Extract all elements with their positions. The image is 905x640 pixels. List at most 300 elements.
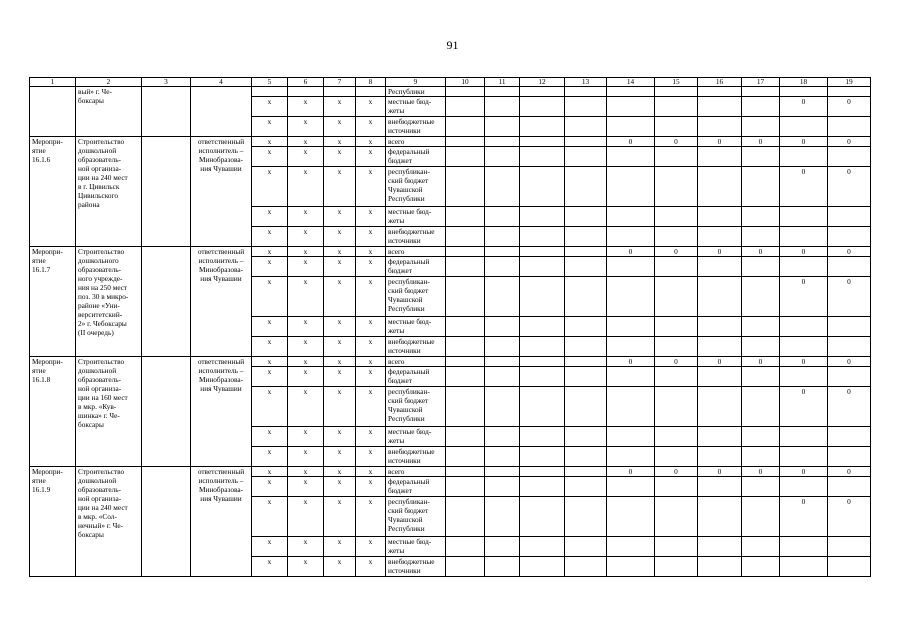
- table-row: [30, 87, 871, 97]
- zero-cell: 0: [742, 137, 780, 147]
- empty-cell: [742, 277, 780, 317]
- measure-code: Меропри- ятие 16.1.8: [30, 357, 76, 467]
- empty-cell: [698, 317, 742, 337]
- column-header: 1: [30, 78, 76, 87]
- table-row: [30, 467, 871, 477]
- zero-cell: 0: [607, 467, 655, 477]
- empty-cell: [742, 447, 780, 467]
- x-cell: x: [324, 447, 356, 467]
- x-cell: x: [324, 257, 356, 277]
- x-cell: x: [252, 557, 288, 577]
- zero-cell: 0: [828, 247, 871, 257]
- measure-name: вый» г. Че- боксары: [76, 87, 142, 137]
- empty-cell: [742, 207, 780, 227]
- empty-cell: [485, 467, 520, 477]
- x-cell: x: [324, 137, 356, 147]
- x-cell: x: [324, 497, 356, 537]
- empty-cell: [698, 257, 742, 277]
- empty-cell: [446, 87, 485, 97]
- empty-cell: [485, 147, 520, 167]
- empty-cell: [520, 317, 565, 337]
- x-cell: x: [288, 167, 324, 207]
- empty-cell: [485, 477, 520, 497]
- empty-cell: [485, 137, 520, 147]
- empty-cell: [742, 557, 780, 577]
- empty-cell: [655, 537, 698, 557]
- source-label: местные бюд- жеты: [386, 537, 446, 557]
- empty-cell: [607, 447, 655, 467]
- source-label: федеральный бюджет: [386, 367, 446, 387]
- x-cell: x: [356, 477, 386, 497]
- empty-cell: [485, 427, 520, 447]
- x-cell: x: [288, 257, 324, 277]
- empty-cell: [142, 87, 191, 137]
- empty-cell: [698, 167, 742, 207]
- x-cell: x: [356, 367, 386, 387]
- x-cell: x: [252, 317, 288, 337]
- empty-cell: [698, 367, 742, 387]
- zero-cell: 0: [780, 467, 828, 477]
- empty-cell: [565, 497, 607, 537]
- x-cell: x: [288, 317, 324, 337]
- x-cell: x: [252, 137, 288, 147]
- x-cell: x: [356, 227, 386, 247]
- empty-cell: [607, 497, 655, 537]
- empty-cell: [607, 367, 655, 387]
- x-cell: x: [324, 557, 356, 577]
- empty-cell: [520, 227, 565, 247]
- empty-cell: [446, 427, 485, 447]
- empty-cell: [780, 537, 828, 557]
- column-header: 3: [142, 78, 191, 87]
- x-cell: x: [324, 467, 356, 477]
- x-cell: x: [356, 167, 386, 207]
- empty-cell: [565, 137, 607, 147]
- x-cell: x: [288, 367, 324, 387]
- table-row: [30, 247, 871, 257]
- empty-cell: [520, 537, 565, 557]
- x-cell: x: [356, 497, 386, 537]
- source-label: республикан- ский бюджет Чувашской Республики: [386, 167, 446, 207]
- x-cell: x: [356, 117, 386, 137]
- x-cell: x: [288, 387, 324, 427]
- x-cell: x: [252, 247, 288, 257]
- empty-cell: [520, 277, 565, 317]
- x-cell: x: [252, 477, 288, 497]
- x-cell: x: [356, 207, 386, 227]
- empty-cell: [446, 557, 485, 577]
- empty-cell: [565, 167, 607, 207]
- source-label: республикан- ский бюджет Чувашской Республики: [386, 277, 446, 317]
- empty-cell: [520, 497, 565, 537]
- x-cell: x: [288, 207, 324, 227]
- empty-cell: [446, 147, 485, 167]
- zero-cell: 0: [780, 137, 828, 147]
- empty-cell: [742, 257, 780, 277]
- source-label: Республики: [386, 87, 446, 97]
- x-cell: x: [288, 537, 324, 557]
- empty-cell: [565, 477, 607, 497]
- empty-cell: [565, 257, 607, 277]
- empty-cell: [655, 207, 698, 227]
- x-cell: x: [324, 477, 356, 497]
- empty-cell: [742, 367, 780, 387]
- x-cell: x: [288, 137, 324, 147]
- zero-cell: 0: [607, 357, 655, 367]
- x-cell: x: [356, 247, 386, 257]
- empty-cell: [698, 207, 742, 227]
- empty-cell: [655, 97, 698, 117]
- x-cell: x: [356, 147, 386, 167]
- empty-cell: [742, 427, 780, 447]
- empty-cell: [565, 117, 607, 137]
- x-cell: x: [252, 97, 288, 117]
- empty-cell: [780, 337, 828, 357]
- measure-code: Меропри- ятие 16.1.9: [30, 467, 76, 577]
- x-cell: x: [324, 207, 356, 227]
- empty-cell: [565, 87, 607, 97]
- zero-cell: 0: [655, 357, 698, 367]
- empty-cell: [698, 277, 742, 317]
- empty-cell: [485, 257, 520, 277]
- x-cell: x: [288, 227, 324, 247]
- empty-cell: [520, 357, 565, 367]
- empty-cell: [446, 257, 485, 277]
- empty-cell: [780, 447, 828, 467]
- empty-cell: [565, 427, 607, 447]
- source-label: внебюджетные источники: [386, 117, 446, 137]
- empty-cell: [698, 227, 742, 247]
- x-cell: x: [288, 447, 324, 467]
- x-cell: x: [324, 367, 356, 387]
- empty-cell: [485, 277, 520, 317]
- empty-cell: [565, 467, 607, 477]
- empty-cell: [828, 257, 871, 277]
- source-label: федеральный бюджет: [386, 477, 446, 497]
- empty-cell: [828, 427, 871, 447]
- source-label: внебюджетные источники: [386, 337, 446, 357]
- empty-cell: [446, 227, 485, 247]
- column-header: 2: [76, 78, 142, 87]
- empty-cell: [828, 117, 871, 137]
- executor-cell: ответственный исполнитель – Минобразова- ния Чувашии: [191, 247, 252, 357]
- x-cell: x: [252, 497, 288, 537]
- executor-cell: [191, 87, 252, 137]
- x-cell: x: [356, 357, 386, 367]
- empty-cell: [446, 367, 485, 387]
- empty-cell: [742, 147, 780, 167]
- empty-cell: [142, 467, 191, 577]
- empty-cell: [698, 497, 742, 537]
- source-label: всего: [386, 247, 446, 257]
- empty-cell: [446, 317, 485, 337]
- empty-cell: [828, 447, 871, 467]
- x-cell: x: [252, 277, 288, 317]
- empty-cell: [742, 387, 780, 427]
- x-cell: x: [288, 97, 324, 117]
- column-header: 5: [252, 78, 288, 87]
- empty-cell: [446, 247, 485, 257]
- empty-cell: [828, 537, 871, 557]
- empty-cell: [565, 207, 607, 227]
- x-cell: x: [356, 257, 386, 277]
- executor-cell: ответственный исполнитель – Минобразова- ния Чувашии: [191, 467, 252, 577]
- x-cell: x: [288, 147, 324, 167]
- x-cell: x: [324, 227, 356, 247]
- zero-cell: 0: [698, 467, 742, 477]
- header-row: [30, 78, 871, 87]
- empty-cell: [655, 167, 698, 207]
- empty-cell: [520, 207, 565, 227]
- measure-name: Строительство дошкольной образователь- ной организа- ции на 160 мест в мкр. «Кув- шинка» г. Че- боксары: [76, 357, 142, 467]
- empty-cell: [565, 387, 607, 427]
- empty-cell: [252, 87, 288, 97]
- measure-name: Строительство дошкольной образователь- ной организа- ции на 240 мест в г. Цивильск Цивильского района: [76, 137, 142, 247]
- x-cell: x: [252, 357, 288, 367]
- source-label: федеральный бюджет: [386, 147, 446, 167]
- x-cell: x: [288, 467, 324, 477]
- zero-cell: 0: [828, 277, 871, 317]
- empty-cell: [828, 317, 871, 337]
- empty-cell: [607, 117, 655, 137]
- measure-code: [30, 87, 76, 137]
- column-header: 17: [742, 78, 780, 87]
- empty-cell: [565, 227, 607, 247]
- empty-cell: [655, 337, 698, 357]
- column-header: 19: [828, 78, 871, 87]
- x-cell: x: [252, 207, 288, 227]
- zero-cell: 0: [780, 497, 828, 537]
- empty-cell: [698, 87, 742, 97]
- x-cell: x: [356, 137, 386, 147]
- empty-cell: [742, 537, 780, 557]
- x-cell: x: [324, 387, 356, 427]
- empty-cell: [780, 207, 828, 227]
- empty-cell: [565, 97, 607, 117]
- empty-cell: [485, 167, 520, 207]
- empty-cell: [565, 557, 607, 577]
- empty-cell: [780, 427, 828, 447]
- empty-cell: [742, 477, 780, 497]
- table-row: [30, 137, 871, 147]
- x-cell: x: [356, 557, 386, 577]
- x-cell: x: [252, 387, 288, 427]
- empty-cell: [324, 87, 356, 97]
- empty-cell: [485, 337, 520, 357]
- x-cell: x: [356, 97, 386, 117]
- empty-cell: [828, 367, 871, 387]
- measure-code: Меропри- ятие 16.1.6: [30, 137, 76, 247]
- empty-cell: [780, 117, 828, 137]
- empty-cell: [520, 117, 565, 137]
- column-header: 8: [356, 78, 386, 87]
- x-cell: x: [288, 117, 324, 137]
- empty-cell: [485, 247, 520, 257]
- empty-cell: [565, 337, 607, 357]
- x-cell: x: [324, 147, 356, 167]
- empty-cell: [607, 537, 655, 557]
- empty-cell: [698, 447, 742, 467]
- empty-cell: [565, 537, 607, 557]
- x-cell: x: [288, 277, 324, 317]
- empty-cell: [828, 147, 871, 167]
- empty-cell: [698, 557, 742, 577]
- empty-cell: [780, 227, 828, 247]
- x-cell: x: [252, 227, 288, 247]
- column-header: 6: [288, 78, 324, 87]
- zero-cell: 0: [780, 357, 828, 367]
- empty-cell: [698, 97, 742, 117]
- measure-code: Меропри- ятие 16.1.7: [30, 247, 76, 357]
- column-header: 15: [655, 78, 698, 87]
- empty-cell: [607, 257, 655, 277]
- empty-cell: [780, 557, 828, 577]
- table-row: [30, 357, 871, 367]
- empty-cell: [520, 387, 565, 427]
- empty-cell: [607, 337, 655, 357]
- empty-cell: [655, 447, 698, 467]
- empty-cell: [655, 427, 698, 447]
- empty-cell: [607, 207, 655, 227]
- source-label: местные бюд- жеты: [386, 427, 446, 447]
- column-header: 7: [324, 78, 356, 87]
- zero-cell: 0: [655, 247, 698, 257]
- zero-cell: 0: [828, 387, 871, 427]
- column-header: 9: [386, 78, 446, 87]
- empty-cell: [485, 387, 520, 427]
- empty-cell: [142, 247, 191, 357]
- empty-cell: [655, 497, 698, 537]
- empty-cell: [446, 207, 485, 227]
- empty-cell: [655, 477, 698, 497]
- source-label: всего: [386, 467, 446, 477]
- empty-cell: [485, 537, 520, 557]
- zero-cell: 0: [828, 137, 871, 147]
- empty-cell: [607, 97, 655, 117]
- zero-cell: 0: [607, 247, 655, 257]
- empty-cell: [655, 227, 698, 247]
- x-cell: x: [288, 497, 324, 537]
- empty-cell: [742, 97, 780, 117]
- empty-cell: [446, 537, 485, 557]
- x-cell: x: [324, 317, 356, 337]
- empty-cell: [446, 477, 485, 497]
- zero-cell: 0: [698, 137, 742, 147]
- x-cell: x: [288, 357, 324, 367]
- empty-cell: [485, 87, 520, 97]
- zero-cell: 0: [780, 167, 828, 207]
- empty-cell: [520, 247, 565, 257]
- x-cell: x: [252, 537, 288, 557]
- empty-cell: [607, 387, 655, 427]
- zero-cell: 0: [655, 137, 698, 147]
- zero-cell: 0: [780, 97, 828, 117]
- measure-name: Строительство дошкольного образователь- ного учрежде- ния на 250 мест поз. 30 в микро- районе «Уни- верситетский- 2» г. Чебоксары (II очередь): [76, 247, 142, 357]
- page-number: 91: [446, 38, 459, 52]
- empty-cell: [446, 357, 485, 367]
- source-label: федеральный бюджет: [386, 257, 446, 277]
- zero-cell: 0: [780, 387, 828, 427]
- empty-cell: [607, 317, 655, 337]
- empty-cell: [446, 387, 485, 427]
- x-cell: x: [324, 247, 356, 257]
- empty-cell: [742, 317, 780, 337]
- empty-cell: [520, 427, 565, 447]
- x-cell: x: [324, 117, 356, 137]
- zero-cell: 0: [698, 357, 742, 367]
- empty-cell: [655, 147, 698, 167]
- source-label: внебюджетные источники: [386, 447, 446, 467]
- empty-cell: [485, 367, 520, 387]
- empty-cell: [485, 117, 520, 137]
- empty-cell: [446, 137, 485, 147]
- empty-cell: [446, 447, 485, 467]
- x-cell: x: [356, 537, 386, 557]
- source-label: всего: [386, 357, 446, 367]
- x-cell: x: [324, 97, 356, 117]
- column-header: 16: [698, 78, 742, 87]
- empty-cell: [655, 87, 698, 97]
- empty-cell: [828, 557, 871, 577]
- empty-cell: [698, 117, 742, 137]
- empty-cell: [780, 87, 828, 97]
- zero-cell: 0: [742, 467, 780, 477]
- x-cell: x: [288, 247, 324, 257]
- zero-cell: 0: [742, 357, 780, 367]
- empty-cell: [565, 147, 607, 167]
- empty-cell: [520, 447, 565, 467]
- empty-cell: [446, 277, 485, 317]
- empty-cell: [520, 467, 565, 477]
- empty-cell: [520, 477, 565, 497]
- empty-cell: [446, 167, 485, 207]
- empty-cell: [485, 97, 520, 117]
- empty-cell: [485, 497, 520, 537]
- x-cell: x: [252, 337, 288, 357]
- empty-cell: [655, 257, 698, 277]
- empty-cell: [655, 557, 698, 577]
- x-cell: x: [252, 117, 288, 137]
- x-cell: x: [356, 427, 386, 447]
- zero-cell: 0: [742, 247, 780, 257]
- measure-name: Строительство дошкольной образователь- ной организа- ции на 240 мест в мкр. «Сол- нечный» г. Че- боксары: [76, 467, 142, 577]
- x-cell: x: [356, 277, 386, 317]
- source-label: местные бюд- жеты: [386, 97, 446, 117]
- zero-cell: 0: [607, 137, 655, 147]
- source-label: республикан- ский бюджет Чувашской Республики: [386, 497, 446, 537]
- empty-cell: [607, 167, 655, 207]
- source-label: местные бюд- жеты: [386, 207, 446, 227]
- column-header: 18: [780, 78, 828, 87]
- empty-cell: [485, 317, 520, 337]
- x-cell: x: [288, 557, 324, 577]
- empty-cell: [485, 557, 520, 577]
- empty-cell: [698, 147, 742, 167]
- source-label: республикан- ский бюджет Чувашской Республики: [386, 387, 446, 427]
- empty-cell: [828, 87, 871, 97]
- empty-cell: [288, 87, 324, 97]
- empty-cell: [742, 227, 780, 247]
- empty-cell: [485, 227, 520, 247]
- zero-cell: 0: [698, 247, 742, 257]
- x-cell: x: [356, 387, 386, 427]
- empty-cell: [607, 557, 655, 577]
- empty-cell: [565, 247, 607, 257]
- empty-cell: [520, 167, 565, 207]
- empty-cell: [655, 367, 698, 387]
- x-cell: x: [252, 167, 288, 207]
- empty-cell: [780, 367, 828, 387]
